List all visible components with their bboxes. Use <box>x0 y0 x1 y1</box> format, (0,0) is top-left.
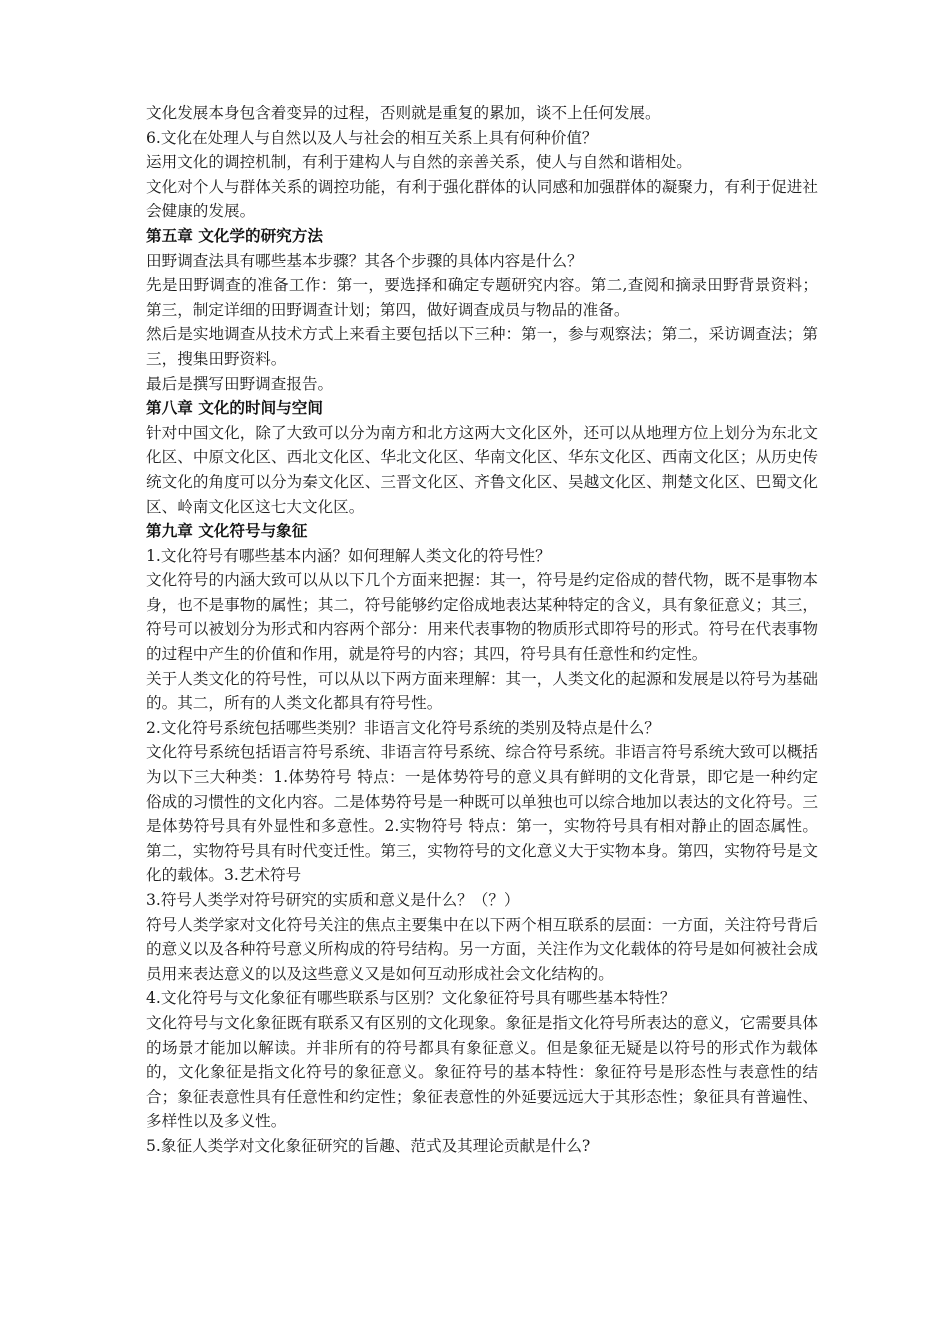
paragraph: 文化符号系统包括语言符号系统、非语言符号系统、综合符号系统。非语言符号系统大致可以概括为以下三大种类：1.体势符号 特点：一是体势符号的意义具有鲜明的文化背景，即它是一种约定俗成的习惯性的文化内容。二是体势符号是一种既可以单独也可以综合地加以表达的文化符号。三是体势符号具有外显性和多意性。2.实物符号 特点：第一，实物符号具有相对静止的固态属性。第二，实物符号具有时代变迁性。第三，实物符号的文化意义大于实物本身。第四，实物符号是文化的载体。3.艺术符号 <box>146 743 818 885</box>
paragraph: 文化符号与文化象征既有联系又有区别的文化现象。象征是指文化符号所表达的意义，它需要具体的场景才能加以解读。并非所有的符号都具有象征意义。但是象征无疑是以符号的形式作为载体的，文化象征是指文化符号的象征意义。象征符号的基本特性：象征符号是形态性与表意性的结合；象征表意性具有任意性和约定性；象征表意性的外延要远远大于其形态性；象征具有普遍性、多样性以及多义性。 <box>146 1013 818 1131</box>
chapter-heading: 第八章 文化的时间与空间 <box>146 399 323 418</box>
question: 3.符号人类学对符号研究的实质和意义是什么？（？） <box>146 891 520 909</box>
document-page <box>146 101 818 1159</box>
question: 4.文化符号与文化象征有哪些联系与区别？文化象征符号具有哪些基本特性？ <box>146 989 676 1008</box>
question: 田野调查法具有哪些基本步骤？其各个步骤的具体内容是什么？ <box>146 251 583 270</box>
question: 1.文化符号有哪些基本内涵？如何理解人类文化的符号性？ <box>146 546 551 565</box>
paragraph: 关于人类文化的符号性，可以从以下两方面来理解：其一，人类文化的起源和发展是以符号为基础的。其二，所有的人类文化都具有符号性。 <box>146 669 818 713</box>
question: 2.文化符号系统包括哪些类别？非语言文化符号系统的类别及特点是什么？ <box>146 718 660 737</box>
paragraph: 文化符号的内涵大致可以从以下几个方面来把握：其一，符号是约定俗成的替代物，既不是事物本身，也不是事物的属性；其二，符号能够约定俗成地表达某种特定的含义，具有象征意义；其三，符号可以被划分为形式和内容两个部分：用来代表事物的物质形式即符号的形式。符号在代表事物的过程中产生的价值和作用，就是符号的内容；其四，符号具有任意性和约定性。 <box>146 571 818 664</box>
paragraph: 然后是实地调查从技术方式上来看主要包括以下三种：第一，参与观察法；第二，采访调查法；第三，搜集田野资料。 <box>146 325 818 368</box>
paragraph: 运用文化的调控机制，有利于建构人与自然的亲善关系，使人与自然和谐相处。 <box>146 153 692 172</box>
chapter-heading: 第九章 文化符号与象征 <box>146 522 308 541</box>
paragraph: 先是田野调查的准备工作：第一，要选择和确定专题研究内容。第二,查阅和摘录田野背景资料；第三，制定详细的田野调查计划；第四，做好调查成员与物品的准备。 <box>146 276 818 319</box>
paragraph: 最后是撰写田野调查报告。 <box>146 374 334 393</box>
question: 6.文化在处理人与自然以及人与社会的相互关系上具有何种价值？ <box>146 128 598 147</box>
paragraph: 针对中国文化，除了大致可以分为南方和北方这两大文化区外，还可以从地理方位上划分为东北文化区、中原文化区、西北文化区、华北文化区、华南文化区、华东文化区、西南文化区；从历史传统文化的角度可以分为秦文化区、三晋文化区、齐鲁文化区、吴越文化区、荆楚文化区、巴蜀文化区、岭南文化区这七大文化区。 <box>146 423 818 516</box>
chapter-heading: 第五章 文化学的研究方法 <box>146 226 323 245</box>
paragraph: 文化对个人与群体关系的调控功能，有利于强化群体的认同感和加强群体的凝聚力，有利于促进社会健康的发展。 <box>146 177 818 221</box>
paragraph: 符号人类学家对文化符号关注的焦点主要集中在以下两个相互联系的层面：一方面，关注符号背后的意义以及各种符号意义所构成的符号结构。另一方面，关注作为文化载体的符号是如何被社会成员用来表达意义的以及这些意义又是如何互动形成社会文化结构的。 <box>146 915 818 983</box>
question: 5.象征人类学对文化象征研究的旨趣、范式及其理论贡献是什么? <box>146 1136 591 1155</box>
paragraph: 文化发展本身包含着变异的过程，否则就是重复的累加，谈不上任何发展。 <box>146 104 661 122</box>
